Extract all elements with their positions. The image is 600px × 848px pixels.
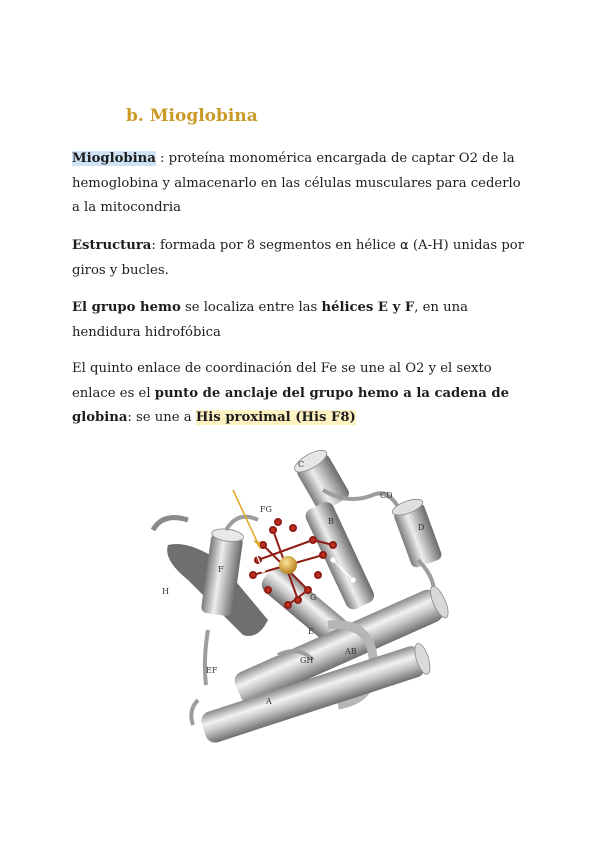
- term-grupo-hemo: El grupo hemo: [72, 300, 181, 315]
- paragraph-mioglobina: [72, 147, 532, 221]
- section-heading: b. Mioglobina: [126, 106, 258, 126]
- label-e: E: [308, 627, 314, 636]
- paragraph-grupo-hemo: [72, 296, 532, 345]
- paragraph-text: : se une a: [127, 410, 196, 425]
- paragraph-text: se localiza entre las: [180, 300, 322, 315]
- helix-d: [390, 496, 443, 569]
- paragraph-text: : formada por 8 segmentos en hélice ⍺ (A-H) unidas por giros y bucles.: [72, 238, 525, 278]
- term-mioglobina: Mioglobina: [72, 151, 156, 166]
- paragraph-enlace: [72, 357, 532, 431]
- term-his-proximal: His proximal (His F8): [195, 410, 356, 425]
- myoglobin-structure-figure: [148, 450, 528, 750]
- label-ab: AB: [345, 647, 357, 656]
- label-c: C: [298, 460, 305, 469]
- loop-ef: [205, 630, 208, 685]
- paragraph-estructura: [72, 234, 532, 283]
- term-estructura: Estructura: [72, 238, 152, 253]
- label-fg: FG: [260, 505, 272, 514]
- paragraph-text: , en una hendidura hidrofóbica: [72, 300, 468, 340]
- label-cd: CD: [380, 491, 393, 500]
- label-d: D: [418, 523, 425, 532]
- paragraph-text: El quinto enlace de coordinación del Fe se une al O2 y el sexto enlace es el: [72, 361, 492, 401]
- label-a: A: [266, 697, 272, 706]
- label-f: F: [218, 565, 224, 574]
- paragraph-text: : proteína monomérica encargada de captar O2 de la hemoglobina y almacenarlo en las células musculares para cederlo a la mitocondria: [72, 151, 521, 215]
- label-b: B: [328, 517, 334, 526]
- label-gh: GH: [300, 656, 314, 665]
- label-ef: EF: [206, 666, 218, 675]
- loop-fg: [226, 517, 258, 530]
- label-h: H: [162, 587, 169, 596]
- label-g: G: [310, 593, 317, 602]
- term-punto-anclaje: punto de anclaje del grupo hemo a la cadena de globina: [72, 385, 509, 425]
- term-helices: hélices E y F: [321, 300, 415, 315]
- iron-atom: [279, 556, 297, 574]
